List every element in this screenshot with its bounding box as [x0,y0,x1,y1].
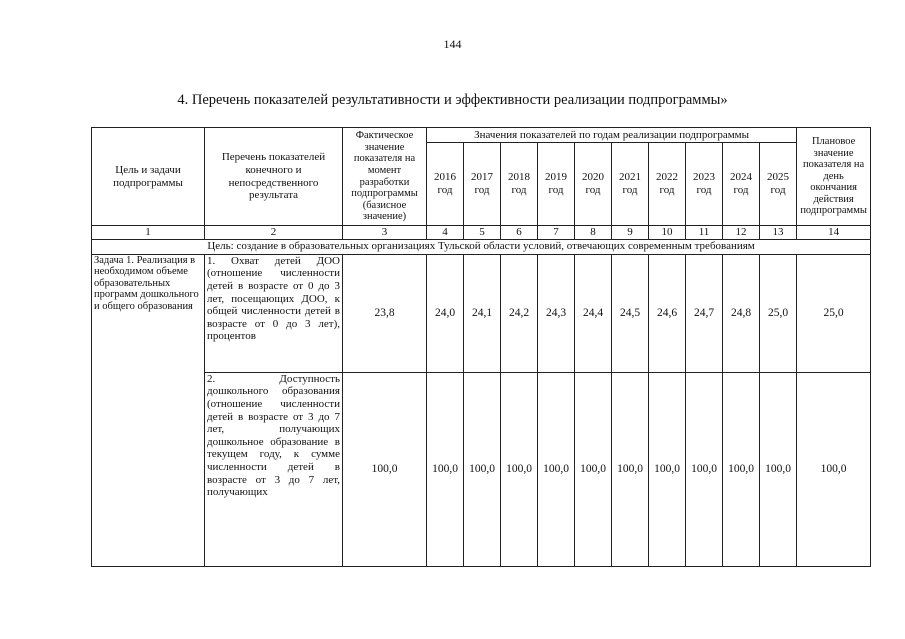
table-body [92,128,871,567]
header-year: 2021 год [612,143,649,226]
planned-value: 25,0 [797,254,871,372]
header-years-group: Значения показателей по годам реализации подпрограммы [427,128,797,143]
year-value: 100,0 [538,372,575,566]
column-number: 13 [760,226,797,240]
column-number: 8 [575,226,612,240]
header-indicators: Перечень показателей конечного и непосредственного результата [205,128,343,226]
year-value: 24,1 [464,254,501,372]
column-number: 6 [501,226,538,240]
table-row [92,372,871,566]
header-year: 2017 год [464,143,501,226]
actual-value: 23,8 [343,254,427,372]
header-year: 2023 год [686,143,723,226]
year-value: 24,4 [575,254,612,372]
page-number: 144 [443,37,462,51]
table-row [92,254,871,372]
goal-text: Цель: создание в образовательных организациях Тульской области условий, отвечающих современным требованиям [92,239,871,254]
header-year: 2022 год [649,143,686,226]
column-number: 9 [612,226,649,240]
header-year: 2025 год [760,143,797,226]
header-year: 2018 год [501,143,538,226]
column-number: 3 [343,226,427,240]
column-numbers-row [92,226,871,240]
goal-row [92,239,871,254]
column-number: 14 [797,226,871,240]
header-row-1 [92,128,871,143]
year-value: 24,5 [612,254,649,372]
year-value: 100,0 [649,372,686,566]
column-number: 12 [723,226,760,240]
header-actual: Фактическое значение показателя на момент разработки подпрограммы (базисное значение) [343,128,427,226]
column-number: 1 [92,226,205,240]
task-cell: Задача 1. Реализация в необходимом объеме образовательных программ дошкольного и общего образования [92,254,205,566]
year-value: 100,0 [686,372,723,566]
header-year: 2024 год [723,143,760,226]
planned-value: 100,0 [797,372,871,566]
year-value: 24,8 [723,254,760,372]
year-value: 100,0 [464,372,501,566]
column-number: 2 [205,226,343,240]
header-year: 2016 год [427,143,464,226]
column-number: 11 [686,226,723,240]
year-value: 100,0 [575,372,612,566]
year-value: 24,2 [501,254,538,372]
column-number: 7 [538,226,575,240]
year-value: 100,0 [760,372,797,566]
indicator-cell: 2. Доступность дошкольного образования (отношение численности детей в возрасте от 3 до 7 лет, получающих дошкольное образование в текущем году, к сумме численности детей в возрасте от 3 до 7 лет, получающих [205,372,343,566]
section-title: 4. Перечень показателей результативности и эффективности реализации подпрограммы» [177,92,728,108]
year-value: 100,0 [427,372,464,566]
year-value: 100,0 [723,372,760,566]
header-planned: Плановое значение показателя на день окончания действия подпрограммы [797,128,871,226]
year-value: 24,0 [427,254,464,372]
header-goal: Цель и задачи подпрограммы [92,128,205,226]
actual-value: 100,0 [343,372,427,566]
column-number: 4 [427,226,464,240]
column-number: 5 [464,226,501,240]
column-number: 10 [649,226,686,240]
year-value: 24,6 [649,254,686,372]
year-value: 24,3 [538,254,575,372]
indicator-cell: 1. Охват детей ДОО (отношение численности детей в возрасте от 0 до 3 лет, посещающих ДОО, к общей численности детей в возрасте от 0 до 3 лет), процентов [205,254,343,372]
header-year: 2020 год [575,143,612,226]
year-value: 100,0 [501,372,538,566]
year-value: 24,7 [686,254,723,372]
indicators-table [91,127,871,567]
year-value: 25,0 [760,254,797,372]
header-year: 2019 год [538,143,575,226]
year-value: 100,0 [612,372,649,566]
